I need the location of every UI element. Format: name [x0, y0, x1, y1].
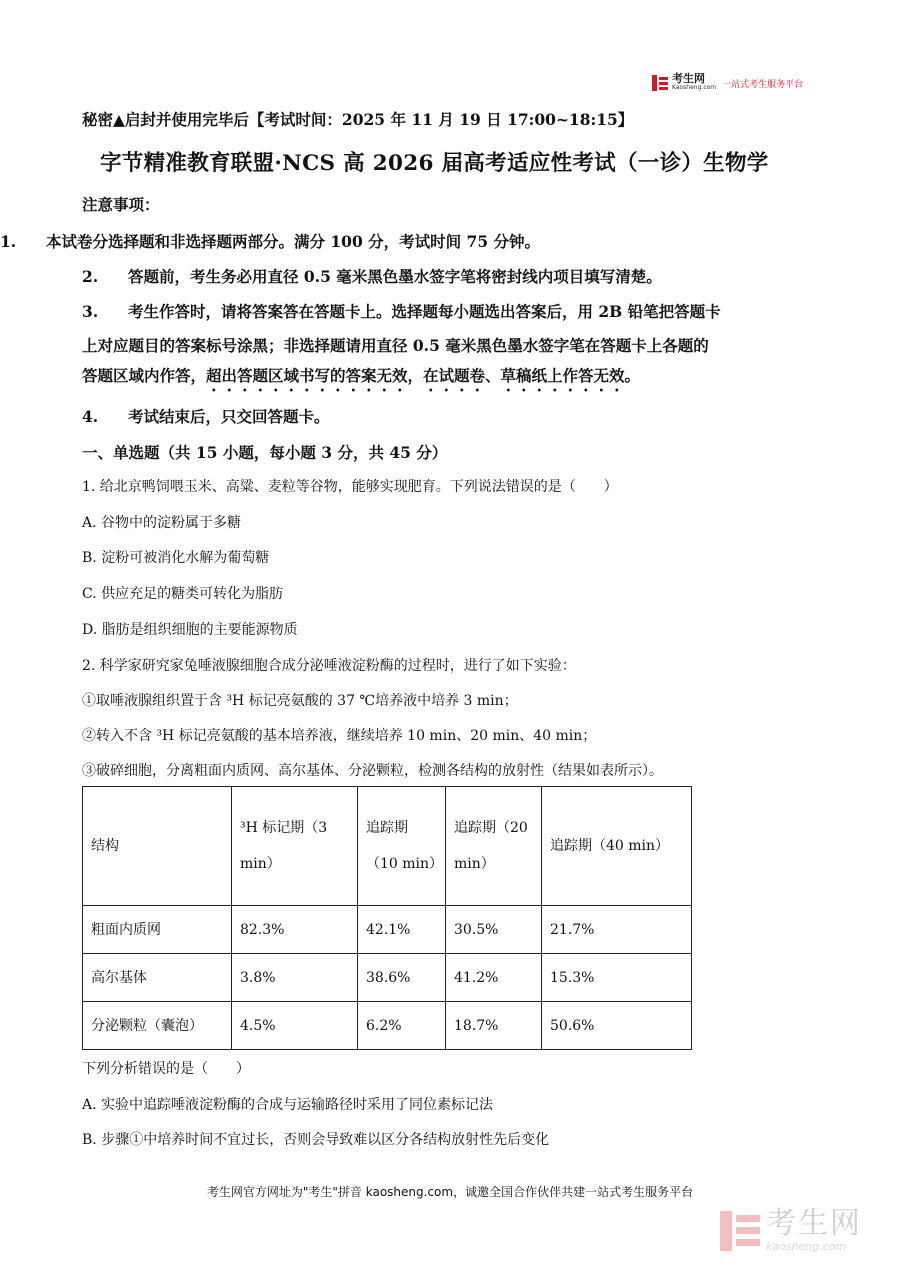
- table-cell: 50.6%: [542, 1002, 692, 1050]
- question-1-option-b: B. 淀粉可被消化水解为葡萄糖: [82, 550, 270, 566]
- results-table: [82, 786, 692, 1050]
- site-logo: [652, 74, 803, 92]
- table-cell: 30.5%: [446, 906, 542, 954]
- section-title: 一、单选题（共 15 小题，每小题 3 分，共 45 分）: [82, 443, 448, 462]
- table-header-cell: 结构: [83, 787, 232, 906]
- table-cell: 3.8%: [232, 954, 358, 1002]
- notice-item-text: 本试卷分选择题和非选择题两部分。满分 100 分，考试时间 75 分钟。: [46, 232, 541, 251]
- question-2-stem: 2. 科学家研究家兔唾液腺细胞合成分泌唾液淀粉酶的过程时，进行了如下实验：: [82, 658, 576, 674]
- page-footer: 考生网官方网址为"考生"拼音 kaosheng.com，诚邀全国合作伙伴共建一站式考生服务平台: [206, 1185, 694, 1199]
- table-header-row: [83, 787, 692, 906]
- notice-item-continuation: [82, 364, 640, 395]
- table-header-cell: ³H 标记期（3 min）: [232, 787, 358, 906]
- watermark: [720, 1208, 862, 1253]
- notice-item-number: 3.: [82, 302, 99, 321]
- table-cell: 38.6%: [358, 954, 446, 1002]
- notice-item-text: 考生作答时，请将答案答在答题卡上。选择题每小题选出答案后，用 2B 铅笔把答题卡: [128, 302, 721, 321]
- table-header-cell: 追踪期（20 min）: [446, 787, 542, 906]
- logo-slogan: 一站式考生服务平台: [722, 79, 804, 90]
- logo-domain: Kaosheng.com: [672, 84, 717, 91]
- notice-text-plain: 答题区域内作答，: [82, 366, 207, 385]
- table-cell: 42.1%: [358, 906, 446, 954]
- table-cell: 82.3%: [232, 906, 358, 954]
- table-cell: 粗面内质网: [83, 906, 232, 954]
- table-cell: 15.3%: [542, 954, 692, 1002]
- kaosheng-watermark-icon: [720, 1211, 760, 1251]
- notice-item-number: 4.: [82, 407, 99, 426]
- kaosheng-logo-icon: [652, 75, 668, 91]
- notice-item-number: 2.: [82, 267, 99, 286]
- table-cell: 18.7%: [446, 1002, 542, 1050]
- notice-item-text: 答题前，考生务必用直径 0.5 毫米黑色墨水签字笔将密封线内项目填写清楚。: [128, 267, 662, 286]
- table-header-cell: 追踪期（10 min）: [358, 787, 446, 906]
- question-2-step-1: ①取唾液腺组织置于含 ³H 标记亮氨酸的 37 ℃培养液中培养 3 min；: [82, 693, 518, 709]
- notice-item: [82, 405, 330, 427]
- question-2-step-2: ②转入不含 ³H 标记亮氨酸的基本培养液，继续培养 10 min、20 min、40 min；: [82, 728, 597, 744]
- question-1-option-d: D. 脂肪是组织细胞的主要能源物质: [82, 622, 298, 638]
- question-1-option-c: C. 供应充足的糖类可转化为脂肪: [82, 586, 284, 602]
- table-cell: 分泌颗粒（囊泡）: [83, 1002, 232, 1050]
- table-cell: 4.5%: [232, 1002, 358, 1050]
- notice-item-continuation: 上对应题目的答案标号涂黑；非选择题请用直径 0.5 毫米黑色墨水签字笔在答题卡上各题的: [82, 336, 709, 355]
- secret-line: 秘密▲启封并使用完毕后【考试时间：2025 年 11 月 19 日 17:00~18:15】: [82, 110, 634, 129]
- table-cell: 41.2%: [446, 954, 542, 1002]
- notice-item-number: 1.: [0, 232, 17, 251]
- notice-heading: 注意事项：: [82, 195, 160, 214]
- table-header-cell: 追踪期（40 min）: [542, 787, 692, 906]
- question-1-option-a: A. 谷物中的淀粉属于多糖: [82, 515, 242, 531]
- page-title: 字节精准教育联盟·NCS 高 2026 届高考适应性考试（一诊）生物学: [100, 151, 769, 176]
- notice-item-text: 考试结束后，只交回答题卡。: [128, 407, 330, 426]
- notice-item: [82, 300, 721, 322]
- watermark-name: 考生网: [766, 1206, 862, 1241]
- table-row: [83, 1002, 692, 1050]
- notice-item: [82, 265, 662, 287]
- table-cell: 21.7%: [542, 906, 692, 954]
- table-cell: 高尔基体: [83, 954, 232, 1002]
- watermark-domain: kaosheng.com: [766, 1240, 847, 1253]
- question-2-option-a: A. 实验中追踪唾液淀粉酶的合成与运输路径时采用了同位素标记法: [82, 1097, 494, 1113]
- notice-item: [0, 230, 540, 252]
- table-row: [83, 954, 692, 1002]
- table-cell: 6.2%: [358, 1002, 446, 1050]
- question-2-option-b: B. 步骤①中培养时间不宜过长，否则会导致难以区分各结构放射性先后变化: [82, 1132, 550, 1148]
- notice-text-emphasized: 超出答题区域书写的答案无效，在试题卷、草稿纸上作答无效。: [206, 366, 641, 385]
- table-row: [83, 906, 692, 954]
- question-2-ask: 下列分析错误的是（ ）: [82, 1061, 250, 1077]
- question-1-stem: 1. 给北京鸭饲喂玉米、高粱、麦粒等谷物，能够实现肥育。下列说法错误的是（ ）: [82, 479, 618, 495]
- logo-name: 考生网: [672, 72, 705, 85]
- question-2-step-3: ③破碎细胞，分离粗面内质网、高尔基体、分泌颗粒，检测各结构的放射性（结果如表所示）。: [82, 763, 663, 779]
